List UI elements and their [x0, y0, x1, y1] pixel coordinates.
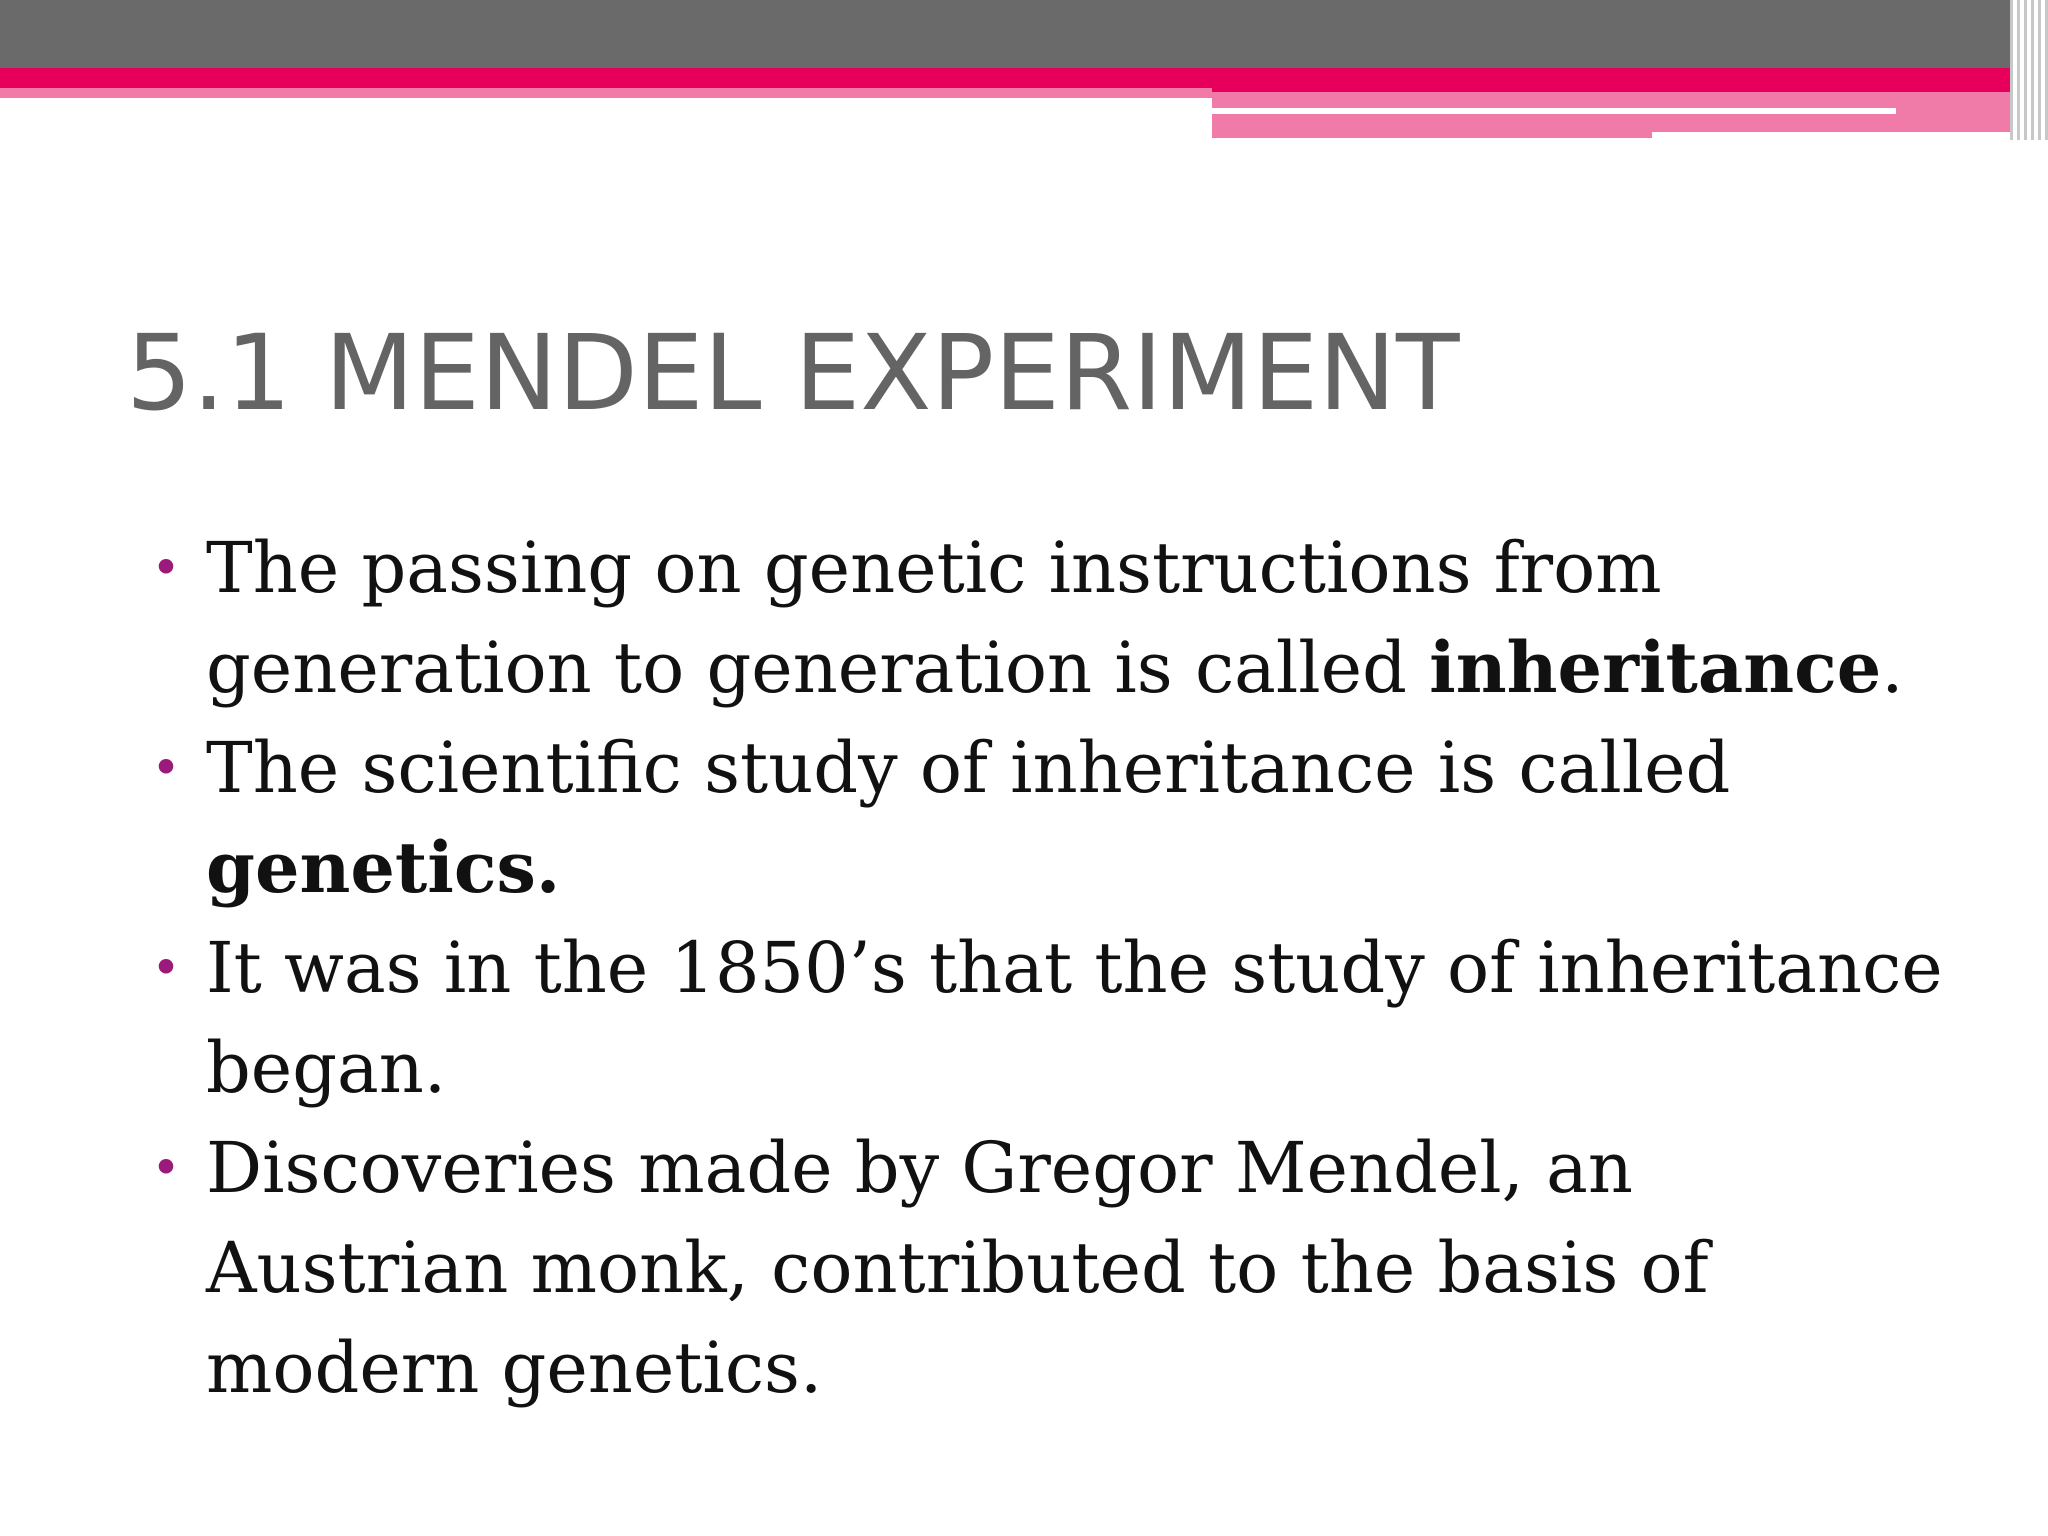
bullet-text-end: .	[1881, 627, 1904, 709]
header-pink-tint-bar	[0, 88, 1212, 98]
header-white-stripe-lower	[1652, 132, 2010, 140]
header-edge-lines	[2010, 0, 2048, 140]
bullet-item-1850s	[146, 918, 1946, 1118]
bullet-text: Discoveries made by Gregor Mendel, an Austrian monk, contributed to the basis of modern genetics.	[206, 1127, 1709, 1409]
header-gray-bar	[0, 0, 2048, 68]
bullet-bold-term: genetics.	[206, 826, 561, 909]
header-white-stripe	[1212, 108, 1896, 114]
bullet-text: It was in the 1850’s that the study of inheritance began.	[206, 927, 1943, 1109]
bullet-item-genetics	[146, 718, 1946, 918]
bullet-bold-term: inheritance	[1429, 626, 1882, 709]
bullet-item-mendel	[146, 1118, 1946, 1418]
bullet-dot-icon: •	[151, 1139, 181, 1197]
bullet-text: The passing on genetic instructions from generation to generation is called	[206, 527, 1662, 709]
bullet-dot-icon: •	[151, 539, 181, 597]
slide-title: 5.1 MENDEL EXPERIMENT	[126, 312, 1460, 434]
bullet-text: The scientific study of inheritance is called	[206, 727, 1731, 809]
bullet-dot-icon: •	[151, 739, 181, 797]
bullet-item-inheritance	[146, 518, 1946, 718]
bullet-dot-icon: •	[151, 939, 181, 997]
bullet-list	[146, 518, 1946, 1418]
